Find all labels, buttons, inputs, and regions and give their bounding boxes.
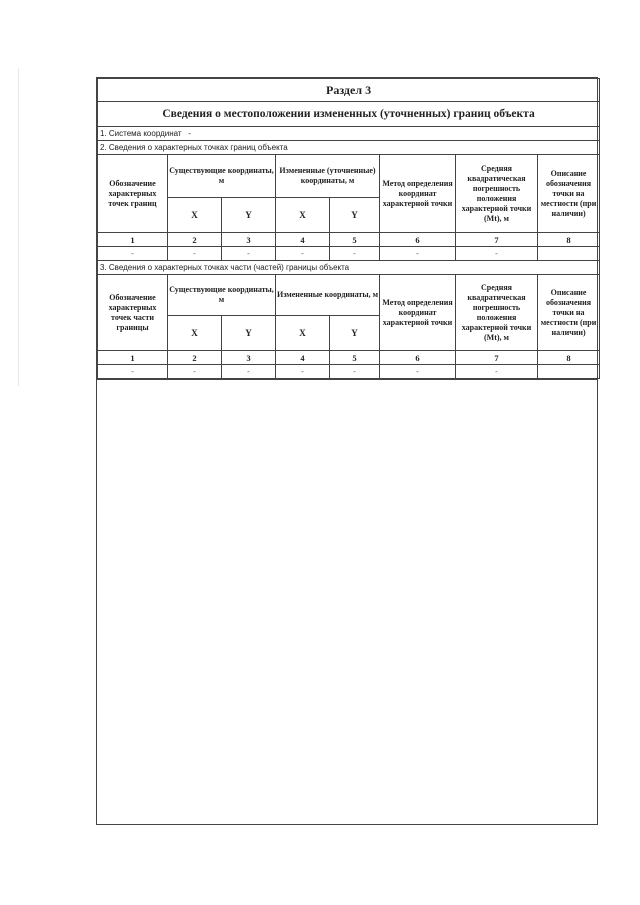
t1-header-changed: Измененные (уточненные) координаты, м — [276, 155, 380, 198]
t2-header-y-existing: Y — [222, 316, 276, 351]
t2-header-changed: Измененные координаты, м — [276, 275, 380, 316]
t1-cell: - — [380, 247, 456, 261]
t1-col-num: 8 — [538, 233, 600, 247]
t2-col-num: 1 — [98, 351, 168, 365]
t1-cell: - — [330, 247, 380, 261]
t1-header-error: Средняя квадратическая погрешность положения характерной точки (Mt), м — [456, 155, 538, 233]
t1-col-num: 1 — [98, 233, 168, 247]
t1-col-num: 4 — [276, 233, 330, 247]
t1-header-existing: Существующие координаты, м — [168, 155, 276, 198]
t1-col-num: 6 — [380, 233, 456, 247]
coord-system-value: - — [188, 129, 191, 138]
t1-header-description: Описание обозначения точки на местности (при наличии) — [538, 155, 600, 233]
t2-col-num: 8 — [538, 351, 600, 365]
table1-caption: 2. Сведения о характерных точках границ объекта — [98, 141, 600, 155]
t1-col-num: 7 — [456, 233, 538, 247]
coord-system-line — [98, 127, 600, 141]
main-title: Сведения о местоположении измененных (уточненных) границ объекта — [98, 102, 600, 127]
t1-header-y-changed: Y — [330, 198, 380, 233]
t1-header-method: Метод определения координат характерной точки — [380, 155, 456, 233]
table2-caption: 3. Сведения о характерных точках части (частей) границы объекта — [98, 261, 600, 275]
t2-cell: - — [456, 365, 538, 379]
t1-cell: - — [98, 247, 168, 261]
section-title: Раздел 3 — [98, 79, 600, 102]
t2-header-description: Описание обозначения точки на местности (при наличии) — [538, 275, 600, 351]
t2-col-num: 5 — [330, 351, 380, 365]
t1-cell: - — [276, 247, 330, 261]
coord-system-label: 1. Система координат — [100, 129, 182, 138]
t2-cell — [538, 365, 600, 379]
t2-header-y-changed: Y — [330, 316, 380, 351]
t2-col-num: 2 — [168, 351, 222, 365]
t2-col-num: 6 — [380, 351, 456, 365]
t2-cell: - — [380, 365, 456, 379]
section-table — [97, 78, 600, 379]
t1-col-num: 3 — [222, 233, 276, 247]
t1-cell: - — [222, 247, 276, 261]
blank-area — [97, 379, 597, 380]
t2-cell: - — [168, 365, 222, 379]
t2-col-num: 3 — [222, 351, 276, 365]
t2-header-x-changed: X — [276, 316, 330, 351]
t1-header-x-changed: X — [276, 198, 330, 233]
t2-col-num: 4 — [276, 351, 330, 365]
t2-header-method: Метод определения координат характерной точки — [380, 275, 456, 351]
t2-header-designation: Обозначение характерных точек части границы — [98, 275, 168, 351]
t2-cell: - — [98, 365, 168, 379]
document-sheet — [96, 77, 598, 825]
t2-col-num: 7 — [456, 351, 538, 365]
scan-edge-mark — [18, 68, 19, 386]
t2-header-x-existing: X — [168, 316, 222, 351]
t1-header-designation: Обозначение характерных точек границ — [98, 155, 168, 233]
t1-col-num: 5 — [330, 233, 380, 247]
t1-cell: - — [456, 247, 538, 261]
t2-cell: - — [222, 365, 276, 379]
t2-cell: - — [276, 365, 330, 379]
t2-header-existing: Существующие координаты, м — [168, 275, 276, 316]
t1-cell: - — [168, 247, 222, 261]
t1-col-num: 2 — [168, 233, 222, 247]
t1-header-x-existing: X — [168, 198, 222, 233]
t2-cell: - — [330, 365, 380, 379]
t1-cell — [538, 247, 600, 261]
t2-header-error: Средняя квадратическая погрешность положения характерной точки (Mt), м — [456, 275, 538, 351]
t1-header-y-existing: Y — [222, 198, 276, 233]
